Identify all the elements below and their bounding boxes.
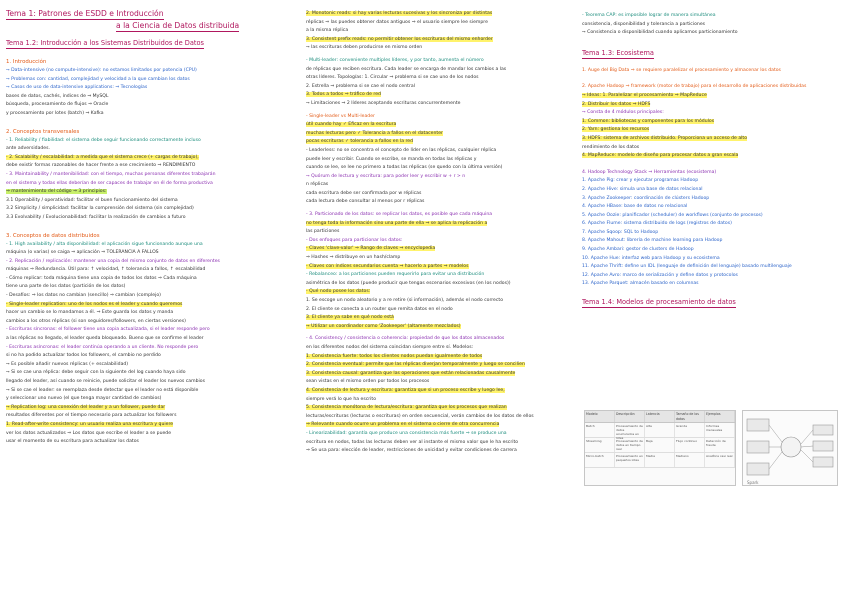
partition-line: 3. El cliente ya sabe en qué nodo está: [306, 315, 394, 321]
hadoop-line: ⤳ Ideas: 1. Paralelizar el procesamiento ⇒ MapReduce: [582, 92, 707, 98]
stack-item: 5. Apache Oozie: planificador (scheduler) de workflows (conjunto de procesos): [582, 212, 763, 218]
read-line: a la misma réplica: [306, 28, 349, 34]
partition-line: - 3. Particionado de los datos: se replicar los datos, es posible que cada máquina: [306, 212, 493, 218]
table-header-cell: Modelo: [585, 411, 615, 422]
heading-datos-distribuidos: 3. Conceptos de datos distribuidos: [6, 232, 100, 239]
distributed-line: llegado del leader, así cuando se reinicie, puede solicitar el leader los nuevos cambios: [6, 379, 205, 384]
leaderless-line: cuando se lee, se lee no primero a todas las réplicas (se quedo con la última versión): [306, 165, 503, 171]
diagram-node: [813, 425, 833, 435]
table-row: [585, 423, 735, 438]
cap-line: consistencia, disponibilidad y tolerancia a particiones: [582, 21, 706, 27]
stack-item: 13. Apache Parquet: almacén basado en columnas: [582, 281, 699, 287]
distributed-line: resultados diferentes por el tiempo necesario para actualizar los followers: [6, 413, 177, 419]
intro-line: ⤳ Casos de uso de data-intensive applications: ⇒ Tecnologías: [6, 85, 148, 91]
multi-leader-line: otras líderes. Topologías: 1. Circular ⇒ problema si se cae uno de los nodos: [306, 75, 479, 81]
diagram-label: Spark: [747, 480, 759, 485]
concept-line: en el sistema y todas ellas deberían de ser capaces de trabajar en él de forma productiva: [6, 180, 213, 186]
consistency-line: sean vistas en el mismo orden por todos los procesos: [306, 379, 430, 385]
leaderless-line: - Single-leader vs Multi-leader: [306, 113, 375, 119]
table-cell: Analítica casi real: [705, 453, 735, 467]
stack-item: 11. Apache Thrift: define un IDL (lenguaje de definición del lenguaje) basado multilenguaje: [582, 264, 792, 270]
distributed-line: usar el momento de su escritura para actualizar los datos: [6, 439, 139, 445]
distributed-line: ⤳ Es posible añadir nuevos réplicas (+ escalabilidad): [6, 361, 129, 367]
stack-item: 8. Apache Mahout: librería de machine learning para Hadoop: [582, 238, 723, 244]
table-cell: Batch: [585, 423, 615, 437]
consistency-line: 3. Consistencia causal: garantiza que las operaciones que están relacionadas causalmente: [306, 370, 516, 376]
table-cell: Baja: [645, 438, 675, 452]
leaderless-line: cada escritura debe ser confirmada por w réplicas: [306, 190, 422, 196]
hadoop-line: rendimiento de los datos: [582, 144, 640, 150]
multi-leader-line: 2. Estrella ⇒ problema si se cae el nodo central: [306, 83, 415, 89]
table-header-cell: Ejemplos: [705, 411, 735, 422]
hadoop-line: 2. Yarn: gestiona los recursos: [582, 127, 650, 133]
read-line: réplicas ⇒ las puedes obtener datos antiguos ⇒ el usuario siempre lee siempre: [306, 19, 488, 25]
table-cell: Detección de fraude: [705, 438, 735, 452]
consistency-line: 1. Consistencia fuerte: todos los clientes nodos puedan igualmente de todos: [306, 353, 483, 359]
distributed-line: a las réplicas no llegado, el leader queda bloqueado. Bueno que se confirme el leader: [6, 336, 204, 342]
intro-line: y procesamiento por lotes (batch) ⇒ Kafka: [6, 110, 104, 116]
hadoop-line: 3. HDFS: sistema de archivos distribuido. Proporciona un acceso de alto: [582, 135, 748, 141]
processing-diagram-graphic: [743, 411, 839, 487]
leaderless-line: n réplicas: [306, 182, 329, 188]
consistency-line: ⇒ Se usa para: elección de leader, restricciones de unicidad y evitar condiciones de carrera: [306, 448, 517, 454]
distributed-line: hacer un cambio se lo mandamos a él. ⇒ Este guarda los datos y manda: [6, 310, 174, 316]
diagram-node: [747, 441, 769, 453]
distributed-line: - 2. Replicación / replicación: mantener una copia del mismo conjunto de datos en diferentes: [6, 258, 220, 264]
consistency-line: en los diferentes nodos del sistema coincidan siempre entre sí. Modelos:: [306, 344, 474, 350]
leaderless-line: cada lectura debe consultar al menos por r réplicas: [306, 199, 425, 205]
partition-line: - Claves 'clave-valor' ⇒ Rango de claves ⇒ encyclopedia: [306, 246, 436, 252]
cap-line: - Teorema CAP: es imposible lograr de manera simultánea: [582, 13, 716, 18]
distributed-line: tiene una parte de los datos (partición de los datos): [6, 284, 126, 290]
table-cell: Informes mensuales: [705, 423, 735, 437]
intro-line: bases de datos, cachés, índices de ⇒ MySQL: [6, 93, 109, 99]
diagram-edge: [769, 425, 782, 442]
consistency-line: lecturas/escrituras (lecturas o escrituras) en orden secuencial, verán cambios de los datos de ellos: [306, 413, 534, 419]
stack-item: 4. Apache HBase: base de datos no relacional: [582, 204, 688, 210]
concept-line: ante adversidades.: [6, 146, 50, 152]
table-cell: Micro-batch: [585, 453, 615, 467]
distributed-line: y seleccionar uno nuevo (el que tenga mayor cantidad de cambios): [6, 396, 162, 402]
bigdata-line: 1. Auge del Big Data ⇒ se requiere paralelizar el procesamiento y almacenar los datos: [582, 67, 781, 73]
diagram-edge: [769, 452, 782, 469]
partition-line: asimétrica de los datos (puede producir que tengas escenarios excesivos (en los nodos)): [306, 280, 511, 286]
section-title-1-2: Tema 1.2: Introducción a los Sistemas Distribuidos de Datos: [6, 39, 204, 47]
diagram-hub: [781, 437, 801, 457]
leaderless-line: útil cuando hay ✓ Eficaz en la escritura: [306, 122, 397, 128]
column-3: [582, 0, 844, 600]
table-row: [585, 453, 735, 468]
partition-line: no tenga toda la información sino una parte de ella ⇒ se aplica la replicación a: [306, 220, 488, 226]
distributed-line: ver los datos actualizados ⇒ Los datos que escribe el leader a se puede: [6, 430, 172, 436]
consistency-line: escritura en nodos, todas las lecturas deben ver al instante el mismo valor que le ha escrito: [306, 439, 519, 445]
diagram-node: [813, 457, 833, 467]
table-header-cell: Descripción: [615, 411, 645, 422]
table-cell: Media: [645, 453, 675, 467]
page-title-line2: a la Ciencia de Datos distribuida: [116, 21, 240, 30]
diagram-node: [747, 463, 769, 475]
cap-line: ⤳ Consistencia o disponibilidad cuando aplicamos particionamiento: [582, 30, 738, 36]
diagram-edge: [801, 450, 813, 462]
column-2: [306, 0, 578, 600]
stack-item: 6. Apache Flume: sistema distribuido de logs (registros de datos): [582, 221, 732, 227]
section-title-1-4: Tema 1.4: Modelos de procesamiento de datos: [582, 298, 736, 307]
distributed-line: - 1. High availability / alta disponibilidad: el aplicación sigue funcionando aunque una: [6, 241, 203, 247]
table-cell: Alta: [645, 423, 675, 437]
leaderless-line: ⤳ Quórum de lectura y escritura: para poder leer y escribir w + r > n: [306, 173, 466, 179]
distributed-line: cambios a los otros réplicas (si son seguidores/followers, en ciertas versiones): [6, 318, 186, 324]
partition-line: ⤳ Utilizar un coordinador como 'Zookeeper' (altamente mezclados): [306, 323, 461, 329]
concept-line: - 1. Reliability / fiabilidad: el sistema debe seguir funcionando correctamente incluso: [6, 137, 201, 143]
partition-line: - Claves con índices secundarios cuenta ⇒ hacerlo a partes ⇒ modelos: [306, 263, 469, 269]
partition-line: 1. Se escoge un nodo aleatorio y a re retire (si información), además el nodo correcto: [306, 298, 504, 303]
stack-item: 9. Apache Ambari: gestor de clusters de Hadoop: [582, 247, 694, 253]
read-line: 2. Monotonic reads: si hay varias lecturas sucesivas y los sincroniza por distintas: [306, 11, 493, 16]
section-title-1-3: Tema 1.3: Ecosistema: [582, 48, 654, 57]
concept-line: debe existir formas razonables de hacer frente a ese crecimiento ⇒ RENDIMIENTO: [6, 163, 196, 169]
consistency-line: 5. Consistencia monótona de lectura/escritura: garantiza que los procesos que realizan: [306, 405, 507, 411]
hadoop-line: ⤳ Consta de 4 módulos principales:: [582, 110, 664, 116]
table-row: [585, 438, 735, 453]
diagram-edge: [801, 430, 813, 444]
distributed-line: ⤳ Si se cae el leader: se reemplaza desde detectar que el leader no está disponible: [6, 387, 199, 393]
distributed-line: - Escrituras asíncronas: el leader continúa operando a un cliente. No responde pero: [6, 344, 199, 350]
distributed-line: 1. Read-after-write consistency: un usuario realiza una escritura y quiere: [6, 421, 174, 427]
stack-item: 3. Apache Zookeeper: coordinación de clústers Hadoop: [582, 195, 710, 201]
consistency-line: - Linearizabilidad: garantía que produce una consistencia más fuerte ⇒ se produce una: [306, 430, 507, 436]
stack-item: 2. Apache Hive: simula una base de datos relacional: [582, 186, 703, 192]
stack-item: 7. Apache Sqoop: SQL to Hadoop: [582, 229, 659, 235]
leaderless-line: muchas lecturas pero ✓ Tolerancia a fallos en el datacenter: [306, 130, 443, 136]
consistency-line: - 4. Consistency / consistencia o coherencia: propiedad de que los datos almacenados: [306, 336, 505, 342]
hadoop-line: 1. Common: bibliotecas y componentes para los módulos: [582, 118, 715, 124]
distributed-line: - Desafíos: ⇒ los datos no cambian (sencillo) ⇒ cambian (complejo): [6, 293, 161, 299]
partition-line: ⇒ Hashes ⇒ distribuye en un hash/clamp: [306, 255, 401, 261]
partition-line: 2. El cliente se conecta a un router que remita datos en el nodo: [306, 306, 453, 312]
stack-item: 1. Apache Pig: crear y ejecutar programas Hadoop: [582, 178, 699, 184]
stack-heading: 4. Hadoop Technology Stack ⇒ Herramientas (ecosistema): [582, 169, 717, 175]
intro-line: ⤳ Data-intensive (no compute-intensive): no estamos limitados por potencia (CPU): [6, 68, 197, 73]
multi-leader-line: ⤳ Limitaciones ⇒ 2 líderes aceptando escrituras concurrentemente: [306, 100, 461, 106]
distributed-line: si no ha podido actualizar todos los followers, el cambio no perdido: [6, 353, 161, 359]
multi-leader-line: - Multi-leader: conveniente multiples líderes, y por tanto, aumenta el número: [306, 57, 484, 63]
read-line: ⤳ las escrituras deben producirse en mismo orden: [306, 45, 423, 51]
read-line: 3. Consistent prefix reads: no permitir obtener los escrituras del mismo enhorder: [306, 36, 493, 42]
leaderless-line: - Leaderless: no se concentra el concepto de líder en las réplicas, cualquier réplica: [306, 147, 497, 153]
processing-diagram: [742, 410, 838, 486]
leaderless-line: puede leer y escribir. Cuando se escribe, se manda en todas las réplicas y: [306, 156, 477, 162]
partition-line: - Qué nodo posee los datos:: [306, 289, 371, 295]
page-title: Tema 1: Patrones de ESDD e Introducción: [6, 9, 164, 18]
multi-leader-line: 3. Todos a todos ⇒ tráfico de red: [306, 92, 381, 98]
concept-line: - 2. Scalability / escalabilidad: a medida que el sistema crece (+ cargas de trabajo),: [6, 154, 199, 160]
concept-line: 3.3 Evolvability / Evolucionabilidad: facilitar la realización de cambios a futuro: [6, 214, 186, 220]
diagram-edge: [801, 446, 813, 447]
table-header-cell: Latencia: [645, 411, 675, 422]
intro-line: búsqueda, procesamiento de flujos ⇒ Oracle: [6, 102, 109, 108]
consistency-line: 4. Consistencia de lectura y escritura: garantiza que si un proceso escribe y luego lee,: [306, 387, 505, 393]
hadoop-heading: 2. Apache Hadoop ⇒ framework (motor de trabajo) para el desarrollo de aplicaciones distribuidas: [582, 84, 807, 90]
table-cell: Streaming: [585, 438, 615, 452]
diagram-node: [813, 441, 833, 451]
consistency-line: ⇒ Relevante cuando ocurre un problema en el sistema o cierre de otra concurrencia: [306, 422, 500, 428]
partition-line: - Dos enfoques para particionar los datos:: [306, 237, 403, 243]
heading-conceptos: 2. Conceptos transversales: [6, 128, 80, 135]
consistency-line: 2. Consistencia eventual: permite que las réplicas diverjan temporalmente y luego se concilien: [306, 362, 525, 368]
table-cell: Procesamiento de datos acumulados en lotes: [615, 423, 645, 437]
table-header-cell: Tamaño de los datos: [675, 411, 705, 422]
concept-line: 3.1 Operability / operatividad: facilitar el buen funcionamiento del sistema: [6, 197, 178, 203]
concept-line: ⇒ mantenimiento del código ⇒ 3 principios:: [6, 189, 107, 195]
table-cell: Grande: [675, 423, 705, 437]
distributed-line: ⤳ Si se cae una réplica: debe seguir con la siguiente del log cuando haya sido: [6, 370, 186, 376]
stack-item: 12. Apache Avro: marco de serialización y define datos y protocolos: [582, 272, 738, 278]
table-cell: Mediano: [675, 453, 705, 467]
distributed-line: ⤳ Replication log: una conexión del leader y a un follower, puede dar: [6, 404, 166, 410]
column-1: [6, 0, 302, 600]
partition-line: las particiones: [306, 229, 340, 235]
partition-line: - Rebalanceo: a los particiones pueden requerirlo para evitar una distribución: [306, 272, 485, 278]
stack-item: 10. Apache Hue: interfaz web para Hadoop y su ecosistema: [582, 255, 720, 261]
distributed-line: - Single-leader replication: uno de los nodos es el leader y cuando queremos: [6, 301, 183, 307]
distributed-line: - Escrituras síncronas: el follower tiene una copia actualizada, si el leader responde pero: [6, 327, 210, 333]
intro-line: ⤳ Problemas con: cantidad, complejidad y velocidad a la que cambian los datos: [6, 76, 190, 82]
table-cell: Procesamiento de datos en tiempo real: [615, 438, 645, 452]
diagram-node: [747, 419, 769, 431]
consistency-line: siempre verá lo que ha escrito: [306, 396, 377, 402]
distributed-line: máquina (o varias) se caiga ⇒ aplicación ⇒ TOLERANCIA A FALLOS: [6, 250, 159, 256]
distributed-line: máquinas ⇒ Redundancia. Útil para: ↑ velocidad, ↑ tolerancia a fallos, ↑ escalabilidad: [6, 267, 206, 273]
distributed-line: - Cómo replicar: toda máquina tiene una copia de todos los datos ⇒ Cada máquina: [6, 275, 197, 281]
table-cell: Procesamiento en pequeños lotes: [615, 453, 645, 467]
hadoop-line: 2. Distribuir los datos ⇒ HDFS: [582, 101, 651, 107]
leaderless-line: pocas escrituras ✓ tolerancia a fallos en la red: [306, 139, 414, 145]
table-cell: Flujo continuo: [675, 438, 705, 452]
hadoop-line: 4. MapReduce: modelo de diseño para procesar datos a gran escala: [582, 153, 739, 159]
table-header: [585, 411, 735, 423]
processing-models-table: [584, 410, 736, 486]
multi-leader-line: de réplicas que reciben escritura. Cada leader se encarga de mandar los cambios a las: [306, 66, 507, 72]
heading-introduccion: 1. Introducción: [6, 59, 47, 65]
concept-line: - 3. Maintainability / mantenibilidad: con el tiempo, muchas personas diferentes trabajarán: [6, 171, 216, 177]
concept-line: 3.2 Simplicity / simplicidad: facilitar la comprensión del sistema (sin complejidad): [6, 206, 194, 212]
